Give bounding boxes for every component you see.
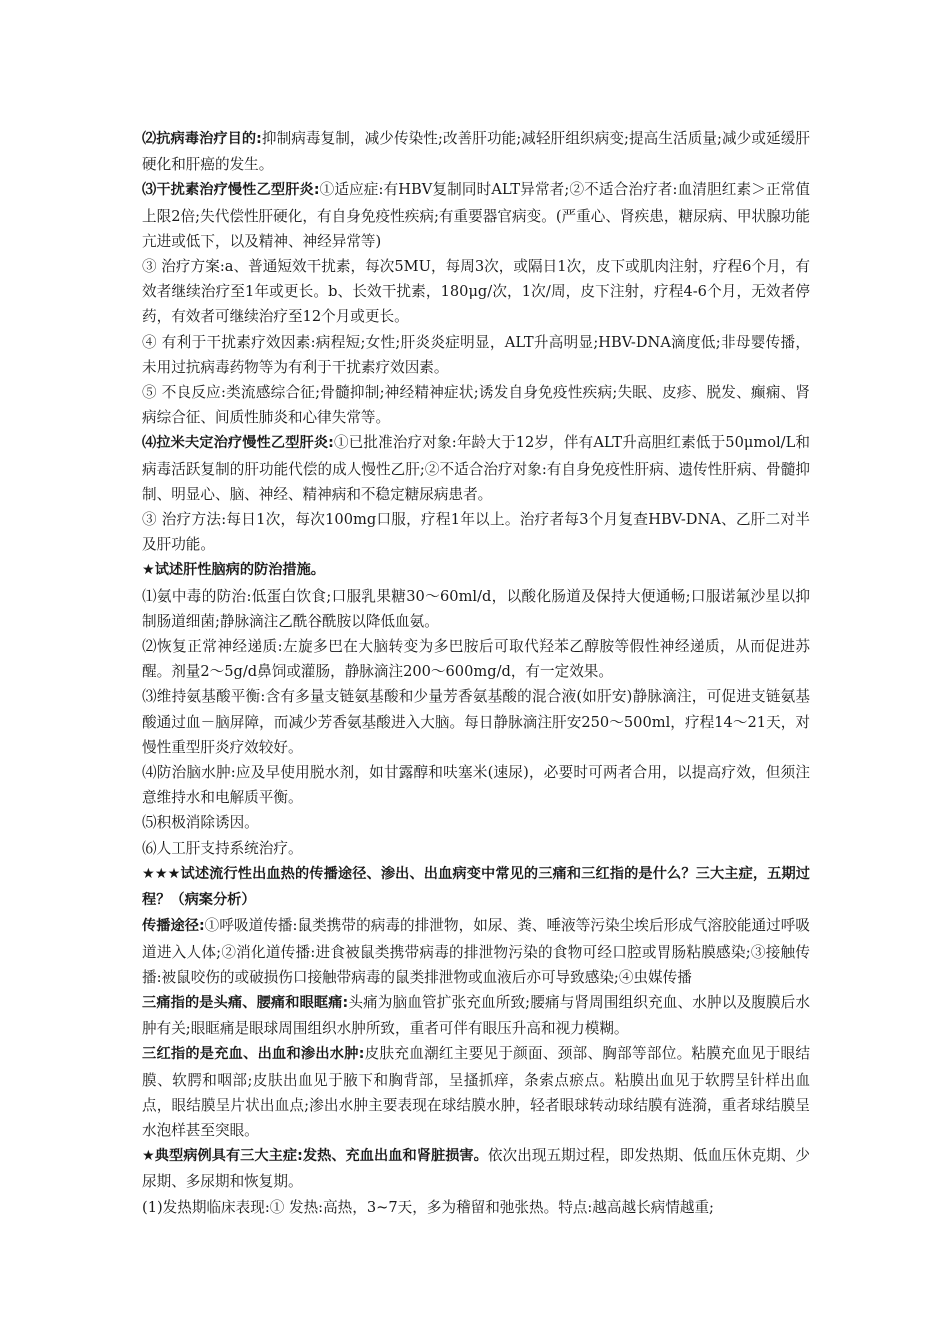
paragraph: [142, 330, 810, 380]
paragraph: [142, 810, 810, 835]
paragraph-heading: 三痛指的是头痛、腰痛和眼眶痛:: [142, 994, 349, 1011]
paragraph-text: 皮肤充血潮红主要见于颜面、颈部、胸部等部位。粘膜充血见于眼结膜、软腭和咽部;皮肤出血见于腋下和胸背部，呈搔抓痒，条索点瘀点。粘膜出血见于软腭呈针样出血点，眼结膜呈片状出血点;渗出水肿主要表现在球结膜水肿，轻者眼球转动球结膜有涟漪，重者球结膜呈水泡样甚至突眼。: [142, 1045, 810, 1139]
paragraph: [142, 913, 810, 990]
paragraph: [142, 507, 810, 557]
paragraph-heading: ⑶干扰素治疗慢性乙型肝炎:: [142, 182, 320, 199]
paragraph-heading: 传播途径:: [142, 918, 205, 935]
paragraph-text: ①呼吸道传播:鼠类携带的病毒的排泄物，如尿、粪、唾液等污染尘埃后形成气溶胶能通过呼吸道进入人体;②消化道传播:进食被鼠类携带病毒的排泄物污染的食物可经口腔或胃肠粘膜感染;③接触传播:被鼠咬伤的或破损伤口接触带病毒的鼠类排泄物或血液后亦可导致感染;④虫媒传播: [142, 917, 810, 986]
paragraph-text: 头痛为脑血管扩张充血所致;腰痛与肾周围组织充血、水肿以及腹膜后水肿有关;眼眶痛是眼球周围组织水肿所致，重者可伴有眼压升高和视力模糊。: [142, 993, 810, 1038]
section-title: ★★★试述流行性出血热的传播途径、渗出、出血病变中常见的三痛和三红指的是什么？三大主症，五期过程？（病案分析）: [142, 865, 810, 909]
paragraph-text: ⑴氨中毒的防治:低蛋白饮食;口服乳果糖30～60ml/d，以酸化肠道及保持大便通畅;口服诺氟沙星以抑制肠道细菌;静脉滴注乙酰谷酰胺以降低血氨。: [142, 587, 810, 630]
paragraph-text: ⑵恢复正常神经递质:左旋多巴在大脑转变为多巴胺后可取代羟苯乙醇胺等假性神经递质，从而促进苏醒。剂量2～5g/d鼻饲或灌肠，静脉滴注200～600mg/d，有一定效果。: [142, 638, 810, 681]
paragraph: [142, 1195, 810, 1220]
paragraph-text: ④ 有利于干扰素疗效因素:病程短;女性;肝炎炎症明显，ALT升高明显;HBV-DNA滴度低;非母婴传播，未用过抗病毒药物等为有利于干扰素疗效因素。: [142, 333, 810, 376]
paragraph-heading: 三红指的是充血、出血和渗出水肿:: [142, 1046, 365, 1063]
paragraph-text: 抑制病毒复制，减少传染性;改善肝功能;减轻肝组织病变;提高生活质量;减少或延缓肝硬化和肝癌的发生。: [142, 130, 810, 174]
paragraph-text: ⑹人工肝支持系统治疗。: [142, 839, 303, 857]
paragraph-text: ③ 治疗方法:每日1次，每次100mg口服，疗程1年以上。治疗者每3个月复查HBV-DNA、乙肝二对半及肝功能。: [142, 511, 810, 554]
section-title: ★试述肝性脑病的防治措施。: [142, 562, 325, 579]
paragraph: [142, 254, 810, 330]
paragraph-text: ⑶维持氨基酸平衡:含有多量支链氨基酸和少量芳香氨基酸的混合液(如肝安)静脉滴注，可促进支链氨基酸通过血－脑屏障，而减少芳香氨基酸进入大脑。每日静脉滴注肝安250～500ml，疗程14～21天，对慢性重型肝炎疗效较好。: [142, 688, 810, 756]
paragraph-text: 依次出现五期过程，即发热期、低血压休克期、少尿期、多尿期和恢复期。: [142, 1147, 810, 1191]
paragraph: [142, 836, 810, 861]
paragraph: [142, 634, 810, 684]
paragraph-heading: ⑵抗病毒治疗目的:: [142, 131, 262, 147]
paragraph: [142, 177, 810, 254]
paragraph-text: (1)发热期临床表现:① 发热:高热，3~7天，多为稽留和弛张热。特点:越高越长病情越重;: [142, 1198, 714, 1216]
section-heading: [142, 861, 810, 913]
paragraph: [142, 584, 810, 634]
paragraph: [142, 684, 810, 760]
paragraph: [142, 760, 810, 810]
paragraph: [142, 990, 810, 1041]
paragraph-heading: ⑷拉米夫定治疗慢性乙型肝炎:: [142, 435, 334, 452]
paragraph-text: ⑷防治脑水肿:应及早使用脱水剂，如甘露醇和呋塞米(速尿)，必要时可两者合用，以提高疗效，但须注意维持水和电解质平衡。: [142, 764, 810, 807]
paragraph-text: ①适应症:有HBV复制同时ALT异常者;②不适合治疗者:血清胆红素＞正常值上限2倍;失代偿性肝硬化，有自身免疫性疾病;有重要器官病变。(严重心、肾疾患，糖尿病、甲状腺功能亢进或低下，以及精神、神经异常等): [142, 181, 810, 250]
paragraph-text: ⑸积极消除诱因。: [142, 814, 259, 832]
paragraph-text: ③ 治疗方案:a、普通短效干扰素，每次5MU，每周3次，或隔日1次，皮下或肌肉注射，疗程6个月，有效者继续治疗至1年或更长。b、长效干扰素，180μg/次，1次/周，皮下注射，疗程4-6个月，无效者停药，有效者可继续治疗至12个月或更长。: [142, 258, 810, 326]
section-heading: [142, 557, 810, 583]
paragraph: [142, 126, 810, 177]
paragraph-text: ⑤ 不良反应:类流感综合征;骨髓抑制;神经精神症状;诱发自身免疫性疾病;失眠、皮疹、脱发、癫痫、肾病综合征、间质性肺炎和心律失常等。: [142, 384, 810, 427]
paragraph: [142, 430, 810, 507]
paragraph-heading: ★典型病例具有三大主症:发热、充血出血和肾脏损害。: [142, 1148, 488, 1165]
paragraph: [142, 1143, 810, 1194]
document-page: [142, 126, 810, 1220]
paragraph-text: ①已批准治疗对象:年龄大于12岁，伴有ALT升高胆红素低于50μmol/L和病毒活跃复制的肝功能代偿的成人慢性乙肝;②不适合治疗对象:有自身免疫性肝病、遗传性肝病、骨髓抑制、明显心、脑、神经、精神病和不稳定糖尿病患者。: [142, 434, 810, 503]
paragraph: [142, 1041, 810, 1143]
paragraph: [142, 380, 810, 430]
